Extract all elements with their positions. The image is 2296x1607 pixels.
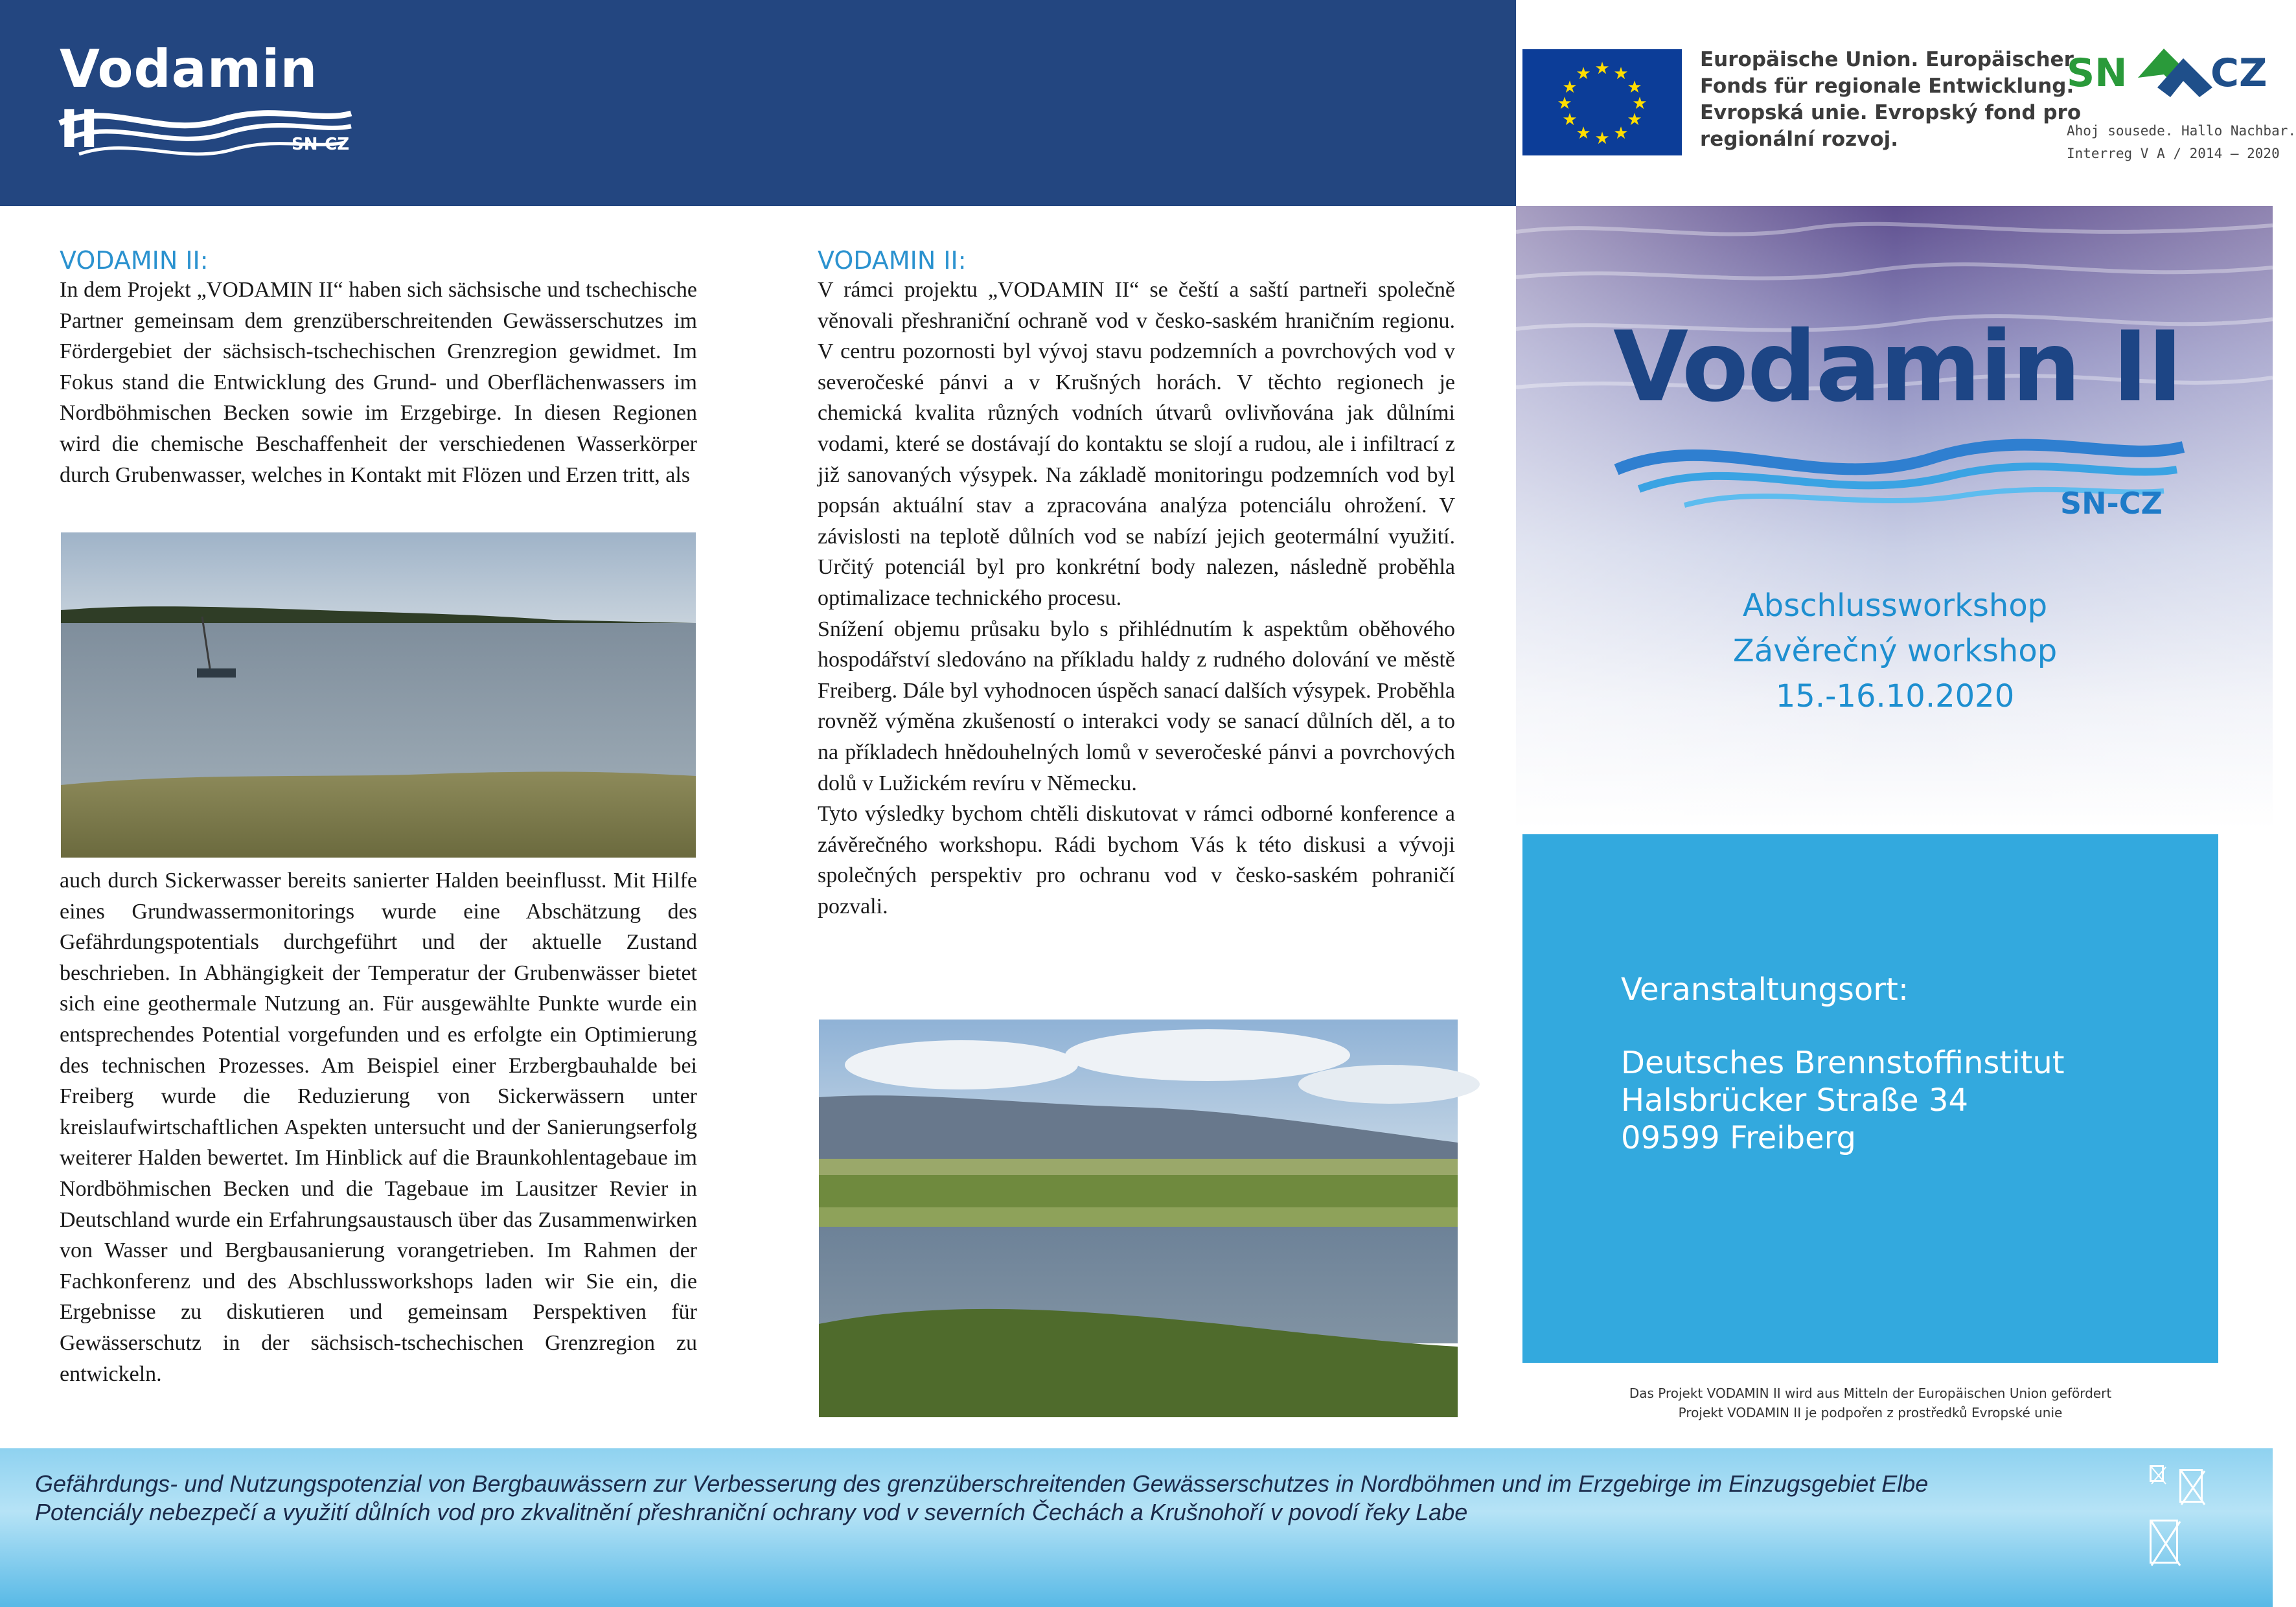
logo-subtitle: SN-CZ bbox=[292, 135, 350, 154]
column-cz-heading: VODAMIN II: bbox=[818, 246, 967, 275]
eu-text-line: Evropská unie. Evropský fond pro bbox=[1700, 101, 2082, 124]
funding-note-cz: Projekt VODAMIN II je podpořen z prostředků Evropské unie bbox=[1678, 1405, 2063, 1420]
interreg-cz: CZ bbox=[2210, 51, 2267, 96]
svg-text:★: ★ bbox=[1557, 94, 1572, 113]
workshop-date: 15.-16.10.2020 bbox=[1775, 678, 2015, 714]
interreg-slogan: Ahoj sousede. Hallo Nachbar. bbox=[2067, 123, 2296, 139]
lake-photo-2 bbox=[819, 1020, 1458, 1417]
svg-text:★: ★ bbox=[1576, 124, 1591, 143]
column-de-paragraph-1: In dem Projekt „VODAMIN II“ haben sich sächsische und tschechische Partner gemeinsam dem grenzüberschreitenden Gewässerschutzes im Fördergebiet der sächsisch-tschechischen Grenzregion gewidmet. Im Fokus stand die Entwicklung des Grund- und Oberflächenwassers im Nordböhmischen Becken sowie im Erzgebirge. In diesen Regionen wird die chemische Beschaffenheit der verschiedenen Wasserkörper durch Grubenwasser, welches in Kontakt mit Flözen und Erzen tritt, als bbox=[60, 278, 697, 487]
column-cz-paragraph-2: Snížení objemu průsaku bylo s přihlédnutím k aspektům oběhového hospodářství sledováno na příkladu haldy z rudného dolování ve městě Freiberg. Dále byl vyhodnocen úspěch sanací dalších výsypek. Proběhla rovněž výměna zkušeností o interakci vody se sanací důlních děl, a to na příkladech hnědouhelných lomů v severočeské pánvi a povrchových dolů v Lužickém revíru v Německu. bbox=[818, 617, 1455, 795]
svg-text:★: ★ bbox=[1562, 110, 1578, 130]
svg-text:★: ★ bbox=[1562, 78, 1578, 97]
venue-address bbox=[1621, 1044, 2065, 1157]
svg-text:★: ★ bbox=[1632, 94, 1647, 113]
column-cz-paragraph-3: Tyto výsledky bychom chtěli diskutovat v rámci odborné konference a závěrečného workshopu. Rádi bychom Vás k této diskusi a vývoji společných perspektiv pro ochranu vod v česko-saském pohraničí pozvali. bbox=[818, 802, 1455, 918]
eu-funding-text bbox=[1700, 47, 2082, 153]
eu-text-line: Fonds für regionale Entwicklung. bbox=[1700, 74, 2074, 98]
interreg-chevron-icon bbox=[2131, 32, 2222, 110]
logo-title: Vodamin II bbox=[60, 39, 318, 159]
venue-name: Deutsches Brennstoffinstitut bbox=[1621, 1045, 2065, 1081]
funding-note-de: Das Projekt VODAMIN II wird aus Mitteln der Europäischen Union gefördert bbox=[1629, 1385, 2112, 1401]
svg-text:★: ★ bbox=[1613, 124, 1629, 143]
interreg-logo bbox=[2060, 32, 2296, 181]
vodamin-logo-large bbox=[1613, 311, 2196, 531]
eu-text-line: Europäische Union. Europäischer bbox=[1700, 48, 2074, 71]
interreg-programme: Interreg V A / 2014 – 2020 bbox=[2067, 146, 2280, 161]
vodamin-logo-small bbox=[60, 39, 364, 162]
cover-subtitle: SN-CZ bbox=[2060, 486, 2163, 521]
venue-label: Veranstaltungsort: bbox=[1621, 972, 1909, 1008]
eu-text-line: regionální rozvoj. bbox=[1700, 128, 1899, 151]
column-cz-text bbox=[818, 275, 1455, 922]
venue-street: Halsbrücker Straße 34 bbox=[1621, 1082, 1969, 1119]
interreg-sn: SN bbox=[2067, 51, 2128, 96]
image-placeholder-icon bbox=[2150, 1520, 2178, 1564]
svg-text:★: ★ bbox=[1627, 110, 1642, 130]
svg-text:★: ★ bbox=[1576, 64, 1591, 84]
image-placeholder-icon bbox=[2150, 1465, 2164, 1482]
venue-city: 09599 Freiberg bbox=[1621, 1120, 1856, 1156]
workshop-title-cz: Závěrečný workshop bbox=[1732, 633, 2058, 669]
funding-note bbox=[1522, 1384, 2218, 1422]
footer-title-de: Gefährdungs- und Nutzungspotenzial von Bergbauwässern zur Verbesserung des grenzüberschreitenden Gewässerschutzes in Nordböhmen und im Erzgebirge im Einzugsgebiet Elbe bbox=[35, 1470, 1929, 1497]
svg-text:★: ★ bbox=[1594, 59, 1610, 78]
eu-flag bbox=[1522, 49, 1682, 155]
image-placeholder-icon bbox=[2179, 1469, 2203, 1503]
column-de-heading: VODAMIN II: bbox=[60, 246, 209, 275]
lake-photo-1 bbox=[61, 532, 696, 858]
svg-text:★: ★ bbox=[1627, 78, 1642, 97]
column-cz-paragraph-1: V rámci projektu „VODAMIN II“ se čeští a saští partneři společně věnovali přeshraniční ochraně vod v česko-saském hraničním regionu. V centru pozornosti byl vývoj stavu podzemních a povrchových vod v severočeské pánvi a v Krušných horách. V těchto regionech je chemická kvalita různých vodních útvarů ovlivňována jak důlními vodami, které se dostávají do kontaktu se slojí a rudou, ale i infiltrací z již sanovaných výsypek. Na základě monitoringu podzemních vod byl popsán aktuální stav a zpracována analýza potenciálu ohrožení. V závislosti na teplotě důlních vod se nabízí jejich geotermální využití. Určitý potenciál byl pro konkrétní body nalezen, následně proběhla optimalizace technického procesu. bbox=[818, 278, 1455, 610]
svg-text:★: ★ bbox=[1594, 129, 1610, 148]
cover-title: Vodamin II bbox=[1613, 311, 2182, 424]
column-de-paragraph-2: auch durch Sickerwasser bereits sanierter Halden beeinflusst. Mit Hilfe eines Grundwassermonitorings wurde eine Abschätzung des Gefährdungspotentials durchgeführt und der aktuelle Zustand beschrieben. In Abhängigkeit der Temperatur der Grubenwässer bietet sich eine geothermale Nutzung an. Für ausgewählte Punkte wurde ein entsprechendes Potential vorgefunden und es erfolgte ein Optimierung des technischen Prozesses. Am Beispiel einer Erzbergbauhalde bei Freiberg wurde die Reduzierung von Sickerwässern unter kreislaufwirtschaftlichen Aspekten untersucht und der Sanierungserfolg weiterer Halden bewertet. Im Hinblick auf die Braunkohlentagebaue im Nordböhmischen Becken und die Tagebaue im Lausitzer Revier in Deutschland wurde ein Erfahrungsaustausch über das Zusammenwirken von Wasser und Bergbausanierung vorangetrieben. Im Rahmen der Fachkonferenz und des Abschlussworkshops laden wir Sie ein, die Ergebnisse zu diskutieren und gemeinsam Perspektiven für Gewässerschutz in der sächsisch-tschechischen Grenzregion zu entwickeln. bbox=[60, 869, 697, 1386]
svg-text:★: ★ bbox=[1613, 64, 1629, 84]
eu-stars-icon bbox=[1522, 49, 1682, 155]
footer-title-cz: Potenciály nebezpečí a využití důlních vod pro zkvalitnění přeshraniční ochrany vod v severních Čechách a Krušnohoří v povodí řeky Labe bbox=[35, 1499, 1468, 1525]
workshop-info bbox=[1646, 583, 2144, 719]
workshop-title-de: Abschlussworkshop bbox=[1742, 587, 2048, 624]
